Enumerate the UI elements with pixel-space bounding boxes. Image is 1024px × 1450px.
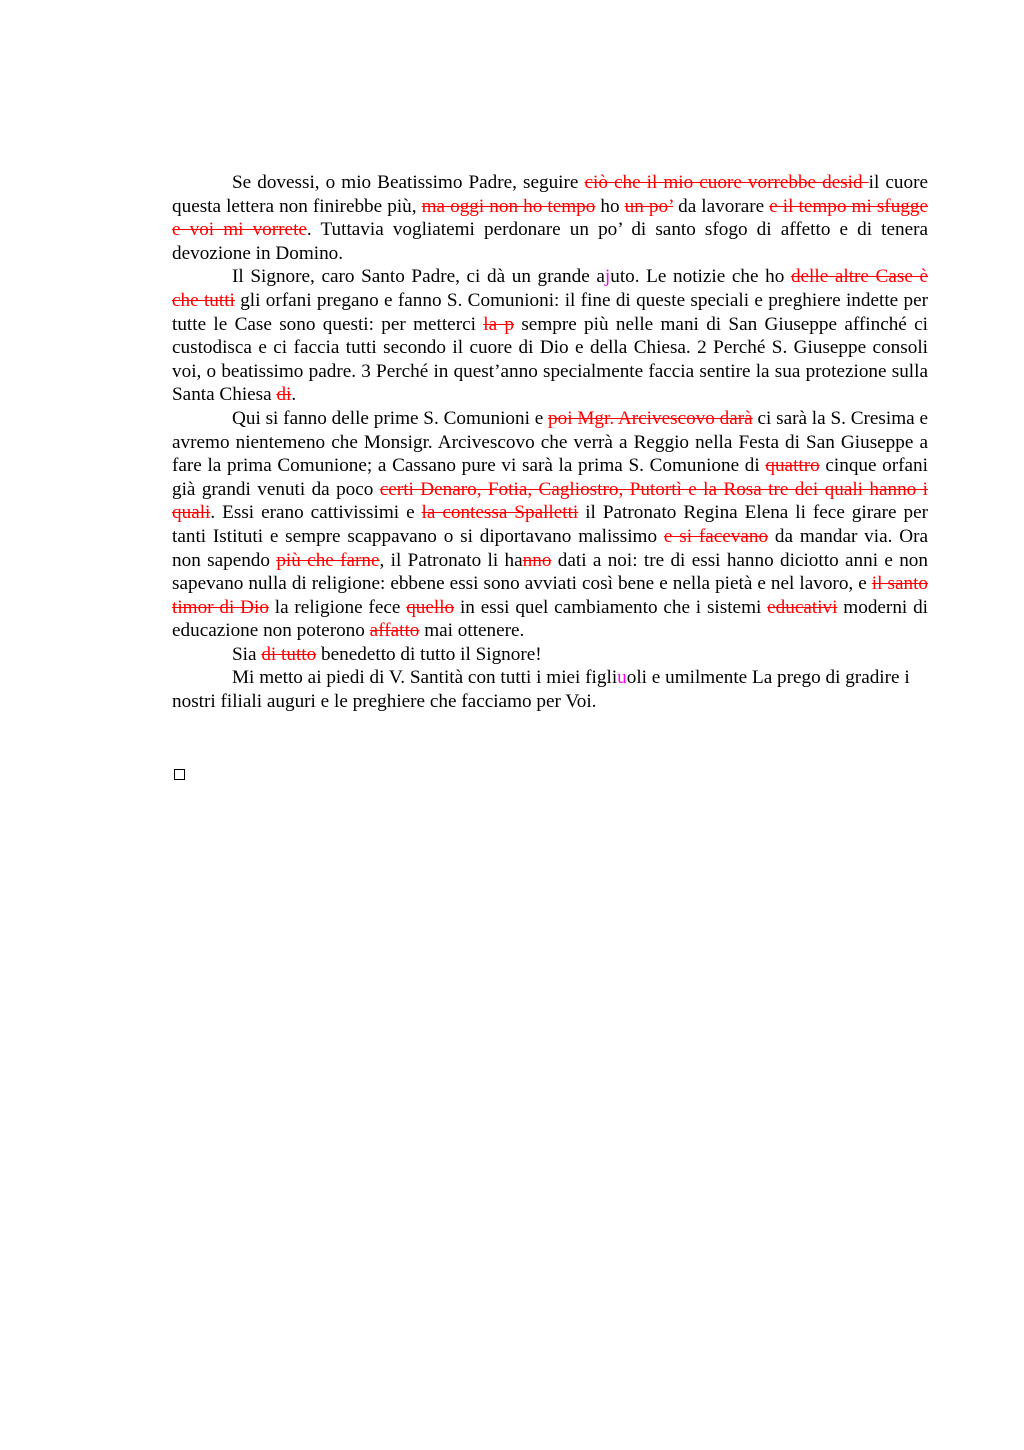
body-text: da mandar via. Ora non sapendo [172, 525, 928, 571]
deleted-text: poi Mgr. Arcivescovo darà [548, 407, 753, 429]
body-text: il cuore questa lettera non finirebbe più, [172, 172, 928, 217]
body-text: uto. Le notizie che ho [610, 266, 791, 288]
deleted-text: quello [406, 596, 455, 618]
body-text: Qui si fanno delle prime S. Comunioni e [232, 407, 549, 429]
deleted-text: certi Denaro, Fotia, Cagliostro, Putortì e la Rosa tre dei quali hanno i quali [172, 478, 928, 524]
paragraph-1 [172, 171, 928, 265]
body-text: Mi metto ai piedi di V. Santità con tutti i miei figli [232, 667, 618, 689]
body-text: mai ottenere. [419, 620, 525, 642]
body-text: oli e umilmente La prego di gradire i nostri filiali auguri e le preghiere che facciamo per Voi. [172, 667, 910, 713]
body-text: Se dovessi, o mio Beatissimo Padre, seguire [232, 172, 585, 193]
body-text: sempre più nelle mani di San Giuseppe affinché ci custodisca e ci faccia tutti secondo il cuore di Dio e della Chiesa. 2 Perché S. Giuseppe consoli voi, o beatissimo padre. 3 Perché in quest’anno specialmente faccia sentire la sua protezione sulla Santa Chiesa [172, 313, 928, 406]
body-text: in essi quel cambiamento che i sistemi [454, 596, 768, 618]
body-text: il Patronato Regina Elena li fece girare per tanti Istituti e sempre scappavano o si diportavano malissimo [172, 502, 928, 547]
body-text: dati a noi: tre di essi hanno diciotto anni e non sapevano nulla di religione: ebbene essi sono avviati così bene e nella pietà e nel lavoro, e [172, 549, 928, 595]
deleted-text: la contessa Spalletti [421, 502, 579, 524]
deleted-text: la p [483, 313, 515, 335]
deleted-text: e si facevano [663, 525, 769, 547]
deleted-text: ciò che il mio cuore vorrebbe desid [584, 172, 869, 193]
body-text: . Tuttavia vogliatemi perdonare un po’ di santo sfogo di affetto e di tenera devozione in Domino. [172, 219, 929, 264]
deleted-text: nno [522, 549, 552, 571]
body-text: Sia [232, 643, 262, 665]
deleted-text: quattro [765, 455, 820, 477]
paragraph-5 [172, 666, 928, 713]
deleted-text: ma oggi non ho tempo [421, 195, 596, 217]
deleted-text: affatto [369, 620, 420, 642]
body-text: , il Patronato li ha [379, 549, 523, 571]
body-text: benedetto di tutto il Signore! [316, 643, 542, 665]
body-text: ci sarà la S. Cresima e avremo nientemeno che Monsigr. Arcivescovo che verrà a Reggio nella Festa di San Giuseppe a fare la prima Comunione; a Cassano pure vi sarà la prima S. Comunione di [172, 407, 928, 477]
deleted-text: educativi [767, 596, 838, 618]
body-text: la religione fece [268, 596, 407, 618]
body-text: gli orfani pregano e fanno S. Comunioni: il fine di queste speciali e preghiere indette per tutte le Case sono questi: per metterci [172, 289, 928, 335]
body-text: da lavorare [673, 195, 770, 217]
deleted-text: e il tempo mi sfugge e voi mi vorrete [172, 195, 928, 241]
body-text: ho [595, 195, 625, 217]
inserted-text: j [604, 266, 611, 288]
paragraph-2 [172, 265, 928, 407]
deleted-text: delle altre Case è che tutti [172, 266, 928, 311]
paragraph-3 [172, 407, 928, 643]
paragraph-4 [172, 643, 928, 667]
letter-body [172, 171, 928, 714]
body-text: . [291, 384, 297, 406]
body-text: . Essi erano cattivissimi e [210, 502, 422, 524]
body-text: moderni di educazione non poterono [172, 596, 928, 642]
body-text: Il Signore, caro Santo Padre, ci dà un grande a [232, 266, 605, 288]
deleted-text: di [276, 384, 292, 406]
deleted-text: più che farne [276, 549, 380, 571]
deleted-text: un po’ [624, 195, 674, 217]
deleted-text: il santo timor di Dio [172, 573, 928, 618]
checkbox-icon[interactable] [174, 769, 185, 780]
deleted-text: di tutto [261, 643, 317, 665]
body-text: cinque orfani già grandi venuti da poco [172, 455, 928, 500]
inserted-text: u [617, 667, 627, 689]
